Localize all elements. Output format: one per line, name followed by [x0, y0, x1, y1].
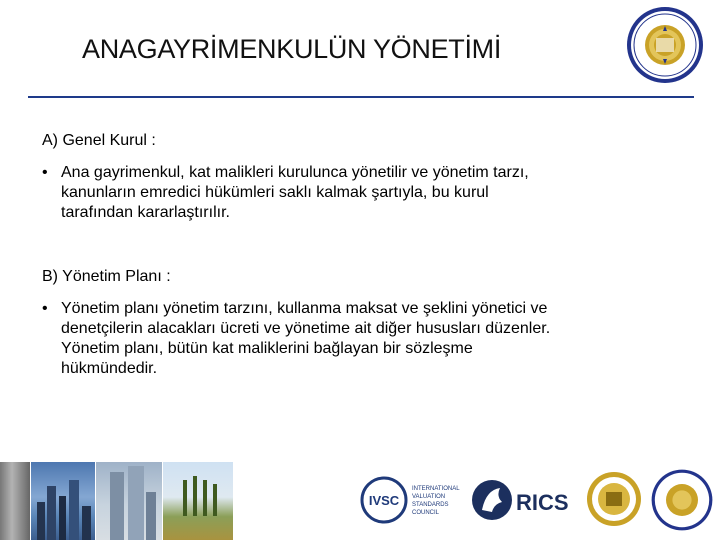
- bullet-line: Ana gayrimenkul, kat malikleri kurulunca yönetilir ve yönetim tarzı,: [61, 164, 529, 181]
- ivsc-logo: [360, 476, 460, 528]
- bullet-dot: •: [42, 164, 48, 181]
- svg-text:COUNCIL: COUNCIL: [412, 510, 440, 516]
- footer-photo-building: [0, 462, 30, 540]
- svg-text:VALUATION: VALUATION: [412, 494, 446, 500]
- svg-text:INTERNATIONAL: INTERNATIONAL: [412, 486, 460, 492]
- section-yonetim-plani: [42, 267, 701, 379]
- bullet-item: [42, 163, 701, 223]
- section-heading: A) Genel Kurul :: [42, 132, 156, 149]
- svg-text:RICS: RICS: [516, 490, 569, 515]
- section-heading: B) Yönetim Planı :: [42, 268, 171, 285]
- section-genel-kurul: [42, 131, 701, 223]
- bullet-line: Yönetim planı, bütün kat maliklerini bağlayan bir sözleşme: [61, 340, 473, 357]
- bullet-dot: •: [42, 300, 48, 317]
- footer-photo-skyline: [31, 462, 95, 540]
- university-seal-small-logo: [650, 468, 714, 532]
- bullet-line: kanunların emredici hükümleri saklı kalmak şartıyla, bu kurul: [61, 184, 489, 201]
- slide-title: ANAGAYRİMENKULÜN YÖNETİMİ: [82, 34, 502, 64]
- svg-text:STANDARDS: STANDARDS: [412, 502, 449, 508]
- footer-photo-towers: [96, 462, 162, 540]
- emblem-logo: [586, 468, 642, 530]
- bullet-line: tarafından kararlaştırılır.: [61, 204, 230, 221]
- bullet-line: denetçilerin alacakları ücreti ve yönetime ait diğer hususları düzenler.: [61, 320, 551, 337]
- rics-logo: [470, 474, 580, 530]
- bullet-line: hükmündedir.: [61, 360, 158, 377]
- footer-photo-landscape: [163, 462, 233, 540]
- footer-banner: [0, 462, 720, 540]
- svg-text:IVSC: IVSC: [368, 493, 400, 508]
- bullet-line: Yönetim planı yönetim tarzını, kullanma maksat ve şeklini yönetici ve: [61, 300, 548, 317]
- bullet-item: [42, 299, 701, 379]
- title-divider: [28, 96, 694, 98]
- university-seal-logo: [625, 5, 705, 85]
